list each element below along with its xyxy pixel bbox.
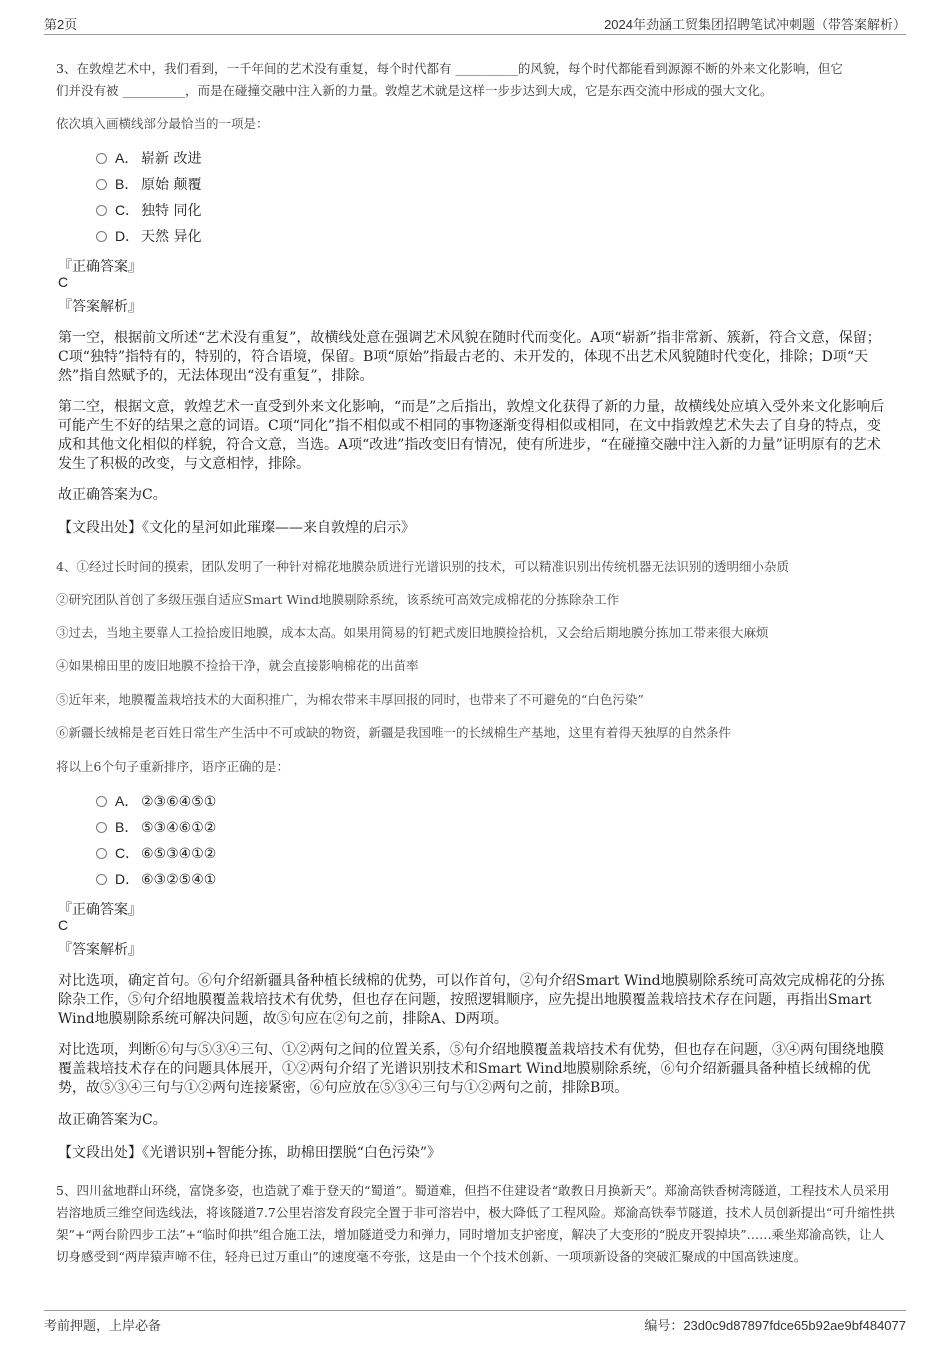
q3-analysis-conclusion: 故正确答案为C。	[58, 487, 167, 503]
radio-icon[interactable]	[96, 179, 107, 190]
q4-sentence-2: ②研究团队首创了多级压强自适应Smart Wind地膜剔除系统，该系统可高效完成棉花的分拣除杂工作	[56, 592, 620, 607]
q3-option-c[interactable]: C． 独特 同化	[96, 199, 201, 221]
q4-answer: C	[58, 917, 69, 933]
q4-sentence-5: ⑤近年来，地膜覆盖栽培技术的大面积推广，为棉农带来丰厚回报的同时，也带来了不可避免的“白色污染”	[56, 692, 644, 707]
q4-source: 【文段出处】《光谱识别+智能分拣，助棉田摆脱“白色污染”》	[58, 1145, 442, 1161]
q4-option-c[interactable]: C． ⑥⑤③④①②	[96, 842, 216, 864]
q4-sentence-3: ③过去，当地主要靠人工捡拾废旧地膜，成本太高。如果用简易的钉耙式废旧地膜捡拾机，又会给后期地膜分拣加工带来很大麻烦	[56, 625, 769, 640]
q4-option-a[interactable]: A． ②③⑥④⑤①	[96, 790, 216, 812]
q3-option-d[interactable]: D． 天然 异化	[96, 225, 201, 247]
q3-answer: C	[58, 274, 69, 290]
q4-analysis-para1: 对比选项，确定首句。⑥句介绍新疆具备种植长绒棉的优势，可以作首句，②句介绍Smart Wind地膜剔除系统可高效完成棉花的分拣除杂工作，⑤句介绍地膜覆盖栽培技术有优势，但也存在问题，按照逻辑顺序，应先提出地膜覆盖栽培技术存在问题，再指出Smart Wind地膜剔除系统可解决问题，故⑤句应在②句之前，排除A、D两项。	[58, 973, 885, 1027]
q3-option-b[interactable]: B． 原始 颠覆	[96, 173, 201, 195]
page-footer	[44, 1310, 906, 1333]
q4-analysis-label: 『答案解析』	[58, 942, 142, 958]
q3-option-a[interactable]: A． 崭新 改进	[96, 147, 201, 169]
q4-analysis-conclusion: 故正确答案为C。	[58, 1112, 167, 1128]
radio-icon[interactable]	[96, 231, 107, 242]
footer-slogan: 考前押题，上岸必备	[44, 1319, 162, 1334]
q4-option-d[interactable]: D． ⑥③②⑤④①	[96, 868, 216, 890]
q4-sentence-1: 4、①经过长时间的摸索，团队发明了一种针对棉花地膜杂质进行光谱识别的技术，可以精准识别出传统机器无法识别的透明细小杂质	[56, 559, 789, 574]
radio-icon[interactable]	[96, 848, 107, 859]
q3-prompt: 依次填入画横线部分最恰当的一项是：	[56, 116, 269, 131]
q3-analysis-label: 『答案解析』	[58, 299, 142, 315]
page-number: 第2页	[44, 17, 78, 32]
radio-icon[interactable]	[96, 874, 107, 885]
q3-analysis-para1: 第一空，根据前文所述“艺术没有重复”，故横线处意在强调艺术风貌在随时代而变化。A项“崭新”指非常新、簇新，符合文意，保留；C项“独特”指特有的，特别的，符合语境，保留。B项“原始”指最古老的、未开发的，体现不出艺术风貌随时代变化，排除；D项“天然”指自然赋予的，无法体现出“没有重复”，排除。	[58, 330, 881, 384]
radio-icon[interactable]	[96, 822, 107, 833]
q4-sentence-6: ⑥新疆长绒棉是老百姓日常生产生活中不可或缺的物资，新疆是我国唯一的长绒棉生产基地，这里有着得天独厚的自然条件	[56, 725, 732, 740]
q3-answer-label: 『正确答案』	[58, 259, 142, 275]
q3-stem-line2: 们并没有被 __________，而是在碰撞交融中注入新的力量。敦煌艺术就是这样一步步达到大成，它是东西交流中形成的强大文化。	[56, 83, 773, 98]
radio-icon[interactable]	[96, 796, 107, 807]
radio-icon[interactable]	[96, 205, 107, 216]
footer-doc-id: 编号：23d0c9d87897fdce65b92ae9bf484077	[644, 1318, 906, 1333]
q4-option-b[interactable]: B． ⑤③④⑥①②	[96, 816, 216, 838]
q4-analysis-para2: 对比选项，判断⑥句与⑤③④三句、①②两句之间的位置关系，⑤句介绍地膜覆盖栽培技术有优势，但也存在问题，③④两句围绕地膜覆盖栽培技术存在的问题具体展开，①②两句介绍了光谱识别技术和Smart Wind地膜剔除系统，⑥句介绍新疆具备种植长绒棉的优势，故⑤③④三句与①②两句连接紧密，⑥句应放在⑤③④三句与①②两句之前，排除B项。	[58, 1042, 884, 1096]
q3-stem-line1: 3、在敦煌艺术中，我们看到，一千年间的艺术没有重复，每个时代都有 __________的风貌，每个时代都能看到源源不断的外来文化影响，但它	[56, 61, 843, 76]
q5-stem: 5、四川盆地群山环绕，富饶多姿，也造就了难于登天的“蜀道”。蜀道难，但挡不住建设者“敢教日月换新天”。郑渝高铁香树湾隧道，工程技术人员采用岩溶地质三维空间选线法，将该隧道7.7公里岩溶发育段完全置于非可溶岩中，极大降低了工程风险。郑渝高铁奉节隧道，技术人员创新提出“可升缩性拱架”+“两台阶四步工法”+“临时仰拱”组合施工法，增加隧道受力和弹力，同时增加支护密度，解决了大变形的“脱皮开裂掉块”……乘坐郑渝高铁，让人切身感受到“两岸猿声啼不住，轻舟已过万重山”的速度毫不夸张，这是由一个个技术创新、一项项新设备的突破汇聚成的中国高铁速度。	[56, 1183, 895, 1264]
document-title: 2024年劲涵工贸集团招聘笔试冲刺题（带答案解析）	[604, 17, 906, 32]
q4-answer-label: 『正确答案』	[58, 902, 142, 918]
q3-source: 【文段出处】《文化的星河如此璀璨——来自敦煌的启示》	[58, 520, 415, 536]
q3-stem	[56, 58, 896, 102]
radio-icon[interactable]	[96, 153, 107, 164]
q3-analysis-para2: 第二空，根据文意，敦煌艺术一直受到外来文化影响，“而是”之后指出，敦煌文化获得了新的力量，故横线处应填入受外来文化影响后可能产生不好的结果之意的词语。C项“同化”指不相似或不相同的事物逐渐变得相似或相同，在文中指敦煌艺术失去了自身的特点，变成和其他文化相似的样貌，符合文意，当选。A项“改进”指改变旧有情况，使有所进步，“在碰撞交融中注入新的力量”证明原有的艺术发生了积极的改变，与文意相悖，排除。	[58, 399, 885, 472]
page-header	[44, 14, 906, 35]
q4-sentence-4: ④如果棉田里的废旧地膜不捡拾干净，就会直接影响棉花的出苗率	[56, 658, 419, 673]
q4-prompt: 将以上6个句子重新排序，语序正确的是：	[56, 759, 289, 774]
